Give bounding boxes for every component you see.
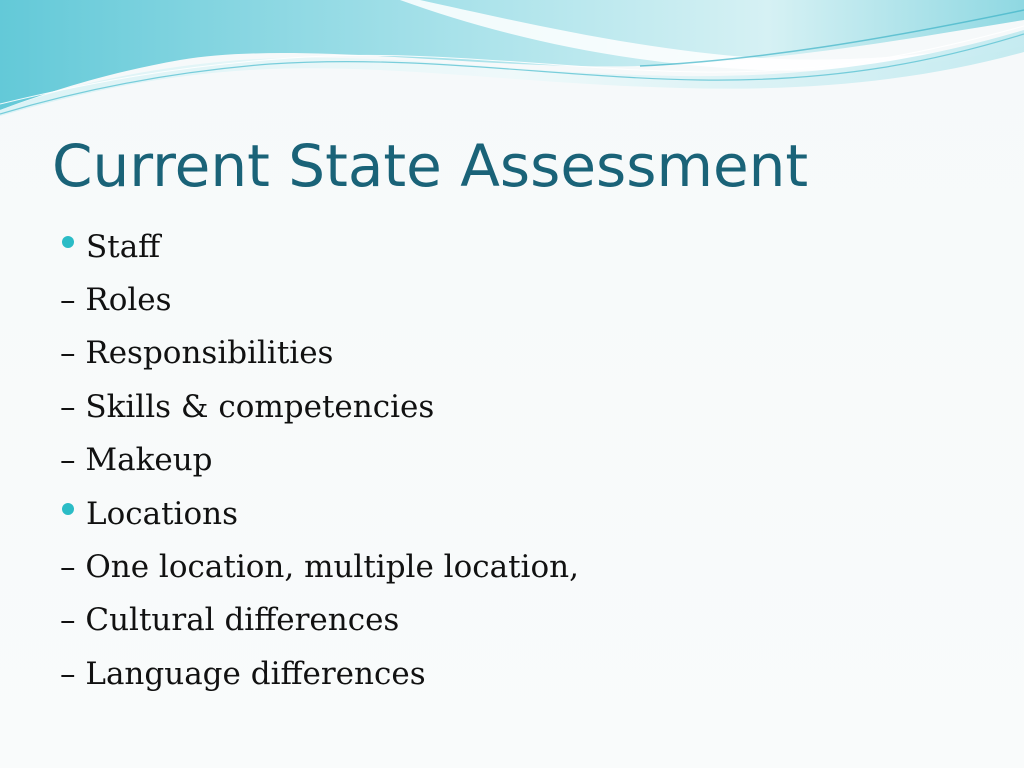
sub-item-skills: [60, 380, 579, 433]
sub-item-text: – Roles: [60, 282, 172, 319]
sub-item-text: – Language differences: [60, 655, 426, 692]
bullet-dot-icon: [62, 236, 74, 248]
slide-title: Current State Assessment: [52, 132, 809, 200]
sub-item-text: – Skills & competencies: [60, 388, 435, 425]
sub-item-text: – Responsibilities: [60, 335, 334, 372]
bullet-text: Staff: [86, 228, 161, 265]
sub-item-text: – Makeup: [60, 442, 213, 479]
bullet-item-locations: [60, 487, 579, 540]
sub-item-roles: [60, 273, 579, 326]
bullet-list: [60, 220, 579, 701]
sub-item-cultural: [60, 594, 579, 647]
header-wave-decoration: [0, 0, 1024, 130]
sub-item-text: – One location, multiple location,: [60, 549, 579, 586]
sub-item-one-location: [60, 540, 579, 593]
bullet-text: Locations: [86, 495, 239, 532]
sub-item-text: – Cultural differences: [60, 602, 400, 639]
sub-item-responsibilities: [60, 327, 579, 380]
bullet-item-staff: [60, 220, 579, 273]
bullet-dot-icon: [62, 503, 74, 515]
sub-item-language: [60, 647, 579, 700]
sub-item-makeup: [60, 434, 579, 487]
